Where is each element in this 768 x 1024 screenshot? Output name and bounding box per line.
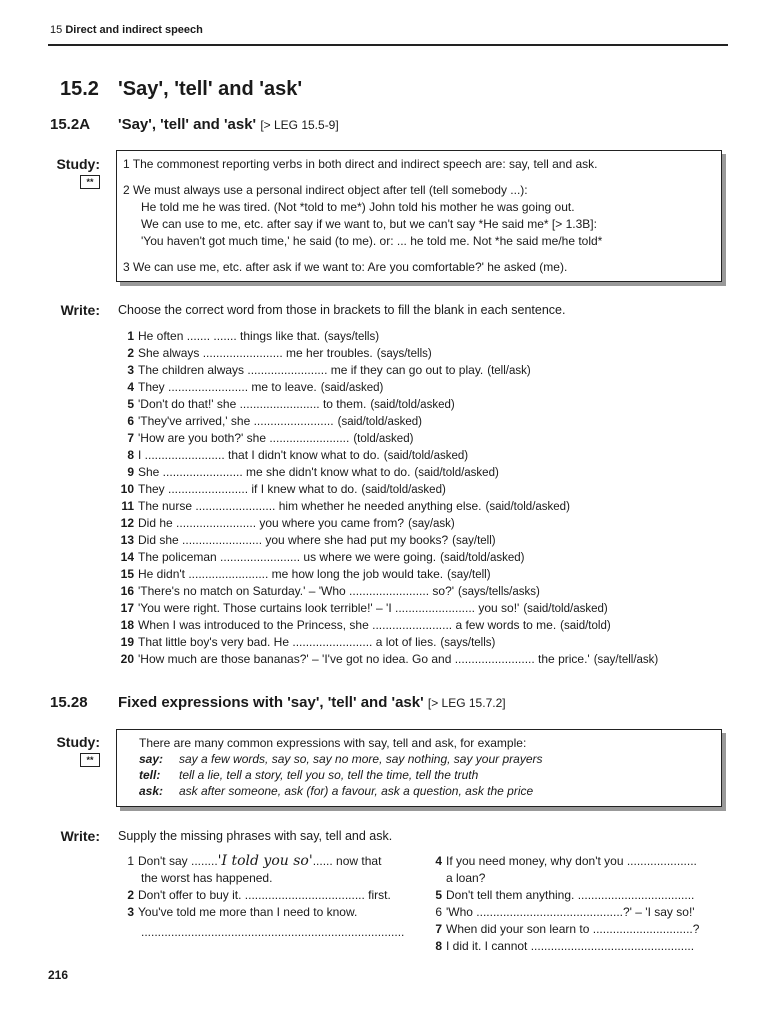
exercise-a-number: 13 — [120, 533, 134, 547]
exercise-a-sentence: Did he ........................ you where you came from? — [138, 516, 405, 530]
subsection-b-ref: [> LEG 15.7.2] — [427, 696, 506, 710]
running-header — [50, 24, 203, 36]
subsection-a-title: 'Say', 'tell' and 'ask' — [118, 116, 257, 133]
exercise-a-sentence: The nurse ........................ him whether he needed anything else. — [138, 499, 482, 513]
exercise-a-options: (says/tells/asks) — [458, 586, 540, 598]
exercise-b-5-text: Don't tell them anything. ................................... — [446, 888, 695, 902]
exercise-a-options: (say/tell/ask) — [593, 654, 659, 666]
exercise-a-options: (told/asked) — [353, 433, 414, 445]
exercise-b-3-text: You've told me more than I need to know. — [138, 905, 358, 919]
subsection-b-heading — [50, 694, 88, 711]
exercise-a-number: 10 — [120, 482, 134, 496]
study-b-key-ask: ask: — [139, 784, 164, 798]
exercise-b-8-number: 8 — [435, 939, 442, 953]
exercise-b-8-text: I did it. I cannot ................................................. — [446, 939, 695, 953]
exercise-a-number: 4 — [127, 380, 134, 394]
exercise-a-options: (said/told/asked) — [485, 501, 570, 513]
page-number: 216 — [48, 968, 69, 982]
exercise-a-number: 8 — [127, 448, 134, 462]
exercise-a-item — [116, 345, 432, 363]
exercise-a-item — [116, 362, 531, 380]
exercise-a-options: (said/asked) — [320, 382, 384, 394]
exercise-a-number: 6 — [127, 414, 134, 428]
exercise-a-item — [116, 566, 491, 584]
exercise-b-1-number: 1 — [127, 854, 134, 868]
exercise-a-sentence: She always ........................ me her troubles. — [138, 346, 373, 360]
study-box-a — [116, 150, 722, 282]
exercise-a-item — [116, 498, 570, 516]
exercise-a-item — [116, 617, 611, 635]
exercise-b-3-cont: ............................................................................... — [141, 925, 405, 939]
exercise-a-item — [116, 413, 422, 431]
exercise-a-number: 12 — [120, 516, 134, 530]
exercise-b-4 — [424, 853, 697, 870]
subsection-a-title-wrap — [118, 116, 339, 133]
exercise-a-sentence: 'Don't do that!' she ........................ to them. — [138, 397, 367, 411]
exercise-a-item — [116, 600, 608, 618]
exercise-a-item — [116, 583, 540, 601]
exercise-a-number: 16 — [120, 584, 134, 598]
exercise-a-sentence: 'They've arrived,' she ........................ — [138, 414, 334, 428]
exercise-a-sentence: They ........................ if I knew what to do. — [138, 482, 358, 496]
exercise-b-6-text: 'Who ............................................?' – 'I say so!' — [446, 905, 695, 919]
study-b-key-tell: tell: — [139, 768, 161, 782]
exercise-a-options: (said/told/asked) — [337, 416, 422, 428]
exercise-a-options: (says/tells) — [324, 331, 380, 343]
exercise-a-sentence: 'How are you both?' she ........................ — [138, 431, 350, 445]
exercise-a-sentence: He often ....... ....... things like that. — [138, 329, 321, 343]
exercise-b-4-number: 4 — [435, 854, 442, 868]
exercise-b-7-text: When did your son learn to ..............................? — [446, 922, 700, 936]
write-label-a: Write: — [60, 302, 100, 318]
exercise-b-4-text: If you need money, why don't you ..................... — [446, 854, 697, 868]
exercise-a-number: 14 — [120, 550, 134, 564]
exercise-a-sentence: I ........................ that I didn't know what to do. — [138, 448, 380, 462]
study-label-b: Study: — [56, 734, 100, 750]
exercise-a-sentence: 'You were right. Those curtains look terrible!' – 'I ........................ you so!' — [138, 601, 520, 615]
study-a-line-1: 1 The commonest reporting verbs in both direct and indirect speech are: say, tell and ask. — [123, 157, 598, 171]
exercise-a-number: 2 — [127, 346, 134, 360]
subsection-a-number: 15.2A — [50, 116, 91, 133]
exercise-a-sentence: The children always ........................ me if they can go out to play. — [138, 363, 484, 377]
exercise-a-number: 17 — [120, 601, 134, 615]
exercise-a-sentence: That little boy's very bad. He ........................ a lot of lies. — [138, 635, 437, 649]
exercise-a-options: (said/told/asked) — [414, 467, 499, 479]
exercise-a-item — [116, 481, 446, 499]
exercise-a-sentence: 'How much are those bananas?' – 'I've got no idea. Go and ........................ the price.' — [138, 652, 590, 666]
exercise-b-6 — [424, 904, 695, 921]
subsection-b-title-wrap — [118, 694, 506, 711]
exercise-a-item — [116, 464, 499, 482]
exercise-b-2 — [116, 887, 391, 904]
exercise-a-sentence: 'There's no match on Saturday.' – 'Who ........................ so?' — [138, 584, 455, 598]
exercise-b-4-cont: a loan? — [446, 871, 486, 885]
exercise-a-item — [116, 396, 455, 414]
exercise-a-item — [116, 328, 379, 346]
exercise-b-8 — [424, 938, 694, 955]
exercise-a-item — [116, 430, 413, 448]
exercise-b-1-cont: the worst has happened. — [141, 871, 273, 885]
exercise-a-number: 20 — [120, 652, 134, 666]
exercise-a-sentence: When I was introduced to the Princess, she ........................ a few words to me. — [138, 618, 557, 632]
exercise-a-options: (said/told/asked) — [440, 552, 525, 564]
study-b-row-ask — [139, 783, 533, 800]
exercise-b-6-number: 6 — [435, 905, 442, 919]
study-b-val-tell: tell a lie, tell a story, tell you so, tell the time, tell the truth — [179, 768, 479, 782]
exercise-a-sentence: She ........................ me she didn't know what to do. — [138, 465, 411, 479]
exercise-b-7-number: 7 — [435, 922, 442, 936]
exercise-b-7 — [424, 921, 699, 938]
exercise-b-1-text-a: Don't say ........ — [138, 854, 218, 868]
exercise-a-sentence: The policeman ........................ us where we were going. — [138, 550, 437, 564]
exercise-b-5-number: 5 — [435, 888, 442, 902]
difficulty-stars-a: ** — [80, 175, 100, 189]
exercise-b-3-number: 3 — [127, 905, 134, 919]
exercise-a-sentence: They ........................ me to leave. — [138, 380, 317, 394]
study-box-b — [116, 729, 722, 807]
subsection-b-title: Fixed expressions with 'say', 'tell' and 'ask' — [118, 694, 424, 711]
exercise-a-number: 9 — [127, 465, 134, 479]
study-a-line-3: He told me he was tired. (Not *told to me*) John told his mother he was going out. — [141, 200, 575, 214]
study-a-line-5: 'You haven't got much time,' he said (to me). or: ... he told me. Not *he said me/he told* — [141, 234, 603, 248]
exercise-a-options: (said/told/asked) — [523, 603, 608, 615]
exercise-b-5 — [424, 887, 694, 904]
exercise-a-sentence: Did she ........................ you where she had put my books? — [138, 533, 449, 547]
exercise-b-2-number: 2 — [127, 888, 134, 902]
instruction-b: Supply the missing phrases with say, tell and ask. — [118, 829, 393, 843]
header-rule — [48, 44, 728, 46]
subsection-a-heading — [50, 116, 90, 133]
exercise-a-number: 11 — [121, 499, 134, 513]
exercise-a-number: 7 — [127, 431, 134, 445]
exercise-a-number: 3 — [127, 363, 134, 377]
chapter-number: 15 — [50, 24, 63, 36]
chapter-title: Direct and indirect speech — [65, 24, 203, 36]
exercise-a-number: 18 — [120, 618, 134, 632]
exercise-a-options: (said/told/asked) — [383, 450, 469, 462]
exercise-b-3 — [116, 904, 357, 921]
exercise-b-1-text-b: ...... now that — [312, 854, 382, 868]
study-b-val-say: say a few words, say so, say no more, say nothing, say your prayers — [179, 752, 543, 766]
exercise-b-1 — [116, 853, 381, 870]
write-label-b: Write: — [60, 828, 100, 844]
handwritten-answer: 'I told you so' — [217, 853, 313, 869]
section-heading — [60, 78, 303, 101]
instruction-a: Choose the correct word from those in brackets to fill the blank in each sentence. — [118, 303, 566, 317]
exercise-a-options: (said/told) — [560, 620, 611, 632]
exercise-a-item — [116, 379, 383, 397]
exercise-a-options: (says/tells) — [376, 348, 432, 360]
exercise-a-options: (say/ask) — [408, 518, 455, 530]
exercise-a-item — [116, 651, 658, 669]
study-label-a: Study: — [56, 156, 100, 172]
study-a-line-6: 3 We can use me, etc. after ask if we want to: Are you comfortable?' he asked (me). — [123, 260, 568, 274]
exercise-b-2-text: Don't offer to buy it. .................................... first. — [138, 888, 391, 902]
study-a-line-2: 2 We must always use a personal indirect object after tell (tell somebody ...): — [123, 183, 528, 197]
exercise-a-options: (said/told/asked) — [361, 484, 446, 496]
exercise-a-number: 15 — [120, 567, 134, 581]
study-b-val-ask: ask after someone, ask (for) a favour, ask a question, ask the price — [179, 784, 534, 798]
study-b-row-say — [139, 751, 543, 768]
exercise-a-number: 19 — [120, 635, 134, 649]
study-b-row-tell — [139, 767, 478, 784]
exercise-a-item — [116, 515, 455, 533]
subsection-b-number: 15.28 — [50, 694, 88, 711]
study-b-key-say: say: — [139, 752, 164, 766]
exercise-a-number: 1 — [127, 329, 134, 343]
exercise-a-item — [116, 532, 496, 550]
exercise-a-options: (say/tell) — [447, 569, 491, 581]
exercise-a-options: (tell/ask) — [487, 365, 531, 377]
section-number: 15.2 — [60, 78, 99, 100]
study-b-intro: There are many common expressions with say, tell and ask, for example: — [139, 736, 527, 750]
subsection-a-ref: [> LEG 15.5-9] — [260, 118, 339, 132]
section-title: 'Say', 'tell' and 'ask' — [118, 78, 303, 100]
exercise-a-item — [116, 447, 468, 465]
exercise-a-item — [116, 549, 525, 567]
exercise-a-number: 5 — [127, 397, 134, 411]
exercise-a-options: (say/tell) — [452, 535, 496, 547]
exercise-a-options: (said/told/asked) — [370, 399, 455, 411]
difficulty-stars-b: ** — [80, 753, 100, 767]
study-a-line-4: We can use to me, etc. after say if we want to, but we can't say *He said me* [> 1.3B]: — [141, 217, 597, 231]
exercise-a-sentence: He didn't ........................ me how long the job would take. — [138, 567, 444, 581]
exercise-a-item — [116, 634, 495, 652]
exercise-a-options: (says/tells) — [440, 637, 496, 649]
